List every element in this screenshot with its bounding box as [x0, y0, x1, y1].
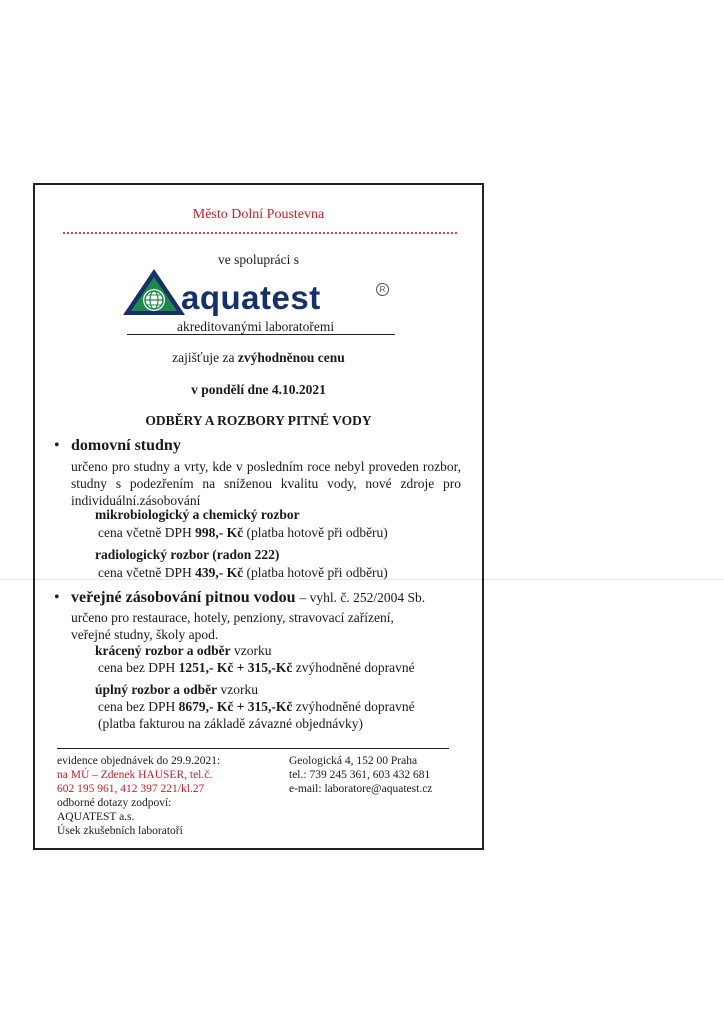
aquatest-triangle-globe-icon — [121, 267, 187, 317]
orders-deadline: evidence objednávek do 29.9.2021: — [57, 755, 221, 767]
section1-item1-price-line — [98, 525, 388, 541]
item-title: úplný rozbor a odběr — [95, 682, 218, 697]
price-note: zvýhodněné dopravné — [295, 660, 415, 675]
section2-item1-price-line — [98, 660, 415, 676]
price-prefix: cena bez DPH — [98, 660, 176, 675]
contact-phones: 602 195 961, 412 397 221/kl.27 — [57, 783, 205, 795]
offer-bold: zvýhodněnou cenu — [237, 350, 345, 365]
section2-item1-title-line — [95, 643, 272, 659]
item-title-suffix: vzorku — [220, 682, 259, 697]
price-prefix: cena bez DPH — [98, 699, 176, 714]
offer-date: v pondělí dne 4.10.2021 — [191, 382, 326, 397]
department-name: Úsek zkušebních laboratoří — [57, 825, 183, 837]
accredited-labs-text: akreditovanými laboratořemi — [177, 319, 335, 334]
flyer-frame — [33, 183, 484, 850]
bullet-icon: • — [54, 437, 60, 454]
section1-item2-price-line — [98, 565, 388, 581]
price-note: zvýhodněné dopravné — [295, 699, 415, 714]
footer-divider — [57, 748, 449, 749]
section1-item2-title: radiologický rozbor (radon 222) — [95, 547, 280, 562]
aquatest-logo — [121, 267, 421, 327]
section2-heading-line — [71, 589, 425, 607]
price-prefix: cena včetně DPH — [98, 565, 192, 580]
item-title-suffix: vzorku — [234, 643, 272, 658]
section1-heading: domovní studny — [71, 437, 181, 454]
section2-item2-price-line — [98, 699, 415, 715]
dotted-divider — [63, 232, 457, 234]
section1-description: určeno pro studny a vrty, kde v posledním roce nebyl proveden rozbor, studny s podezřením na sníženou kvalitu vody, nové zdroje pro individuální.zásobování — [71, 459, 461, 508]
section2-heading: veřejné zásobování pitnou vodou — [71, 589, 296, 606]
bullet-icon: • — [54, 589, 60, 606]
price-note: (platba hotově při odběru) — [246, 565, 388, 580]
town-name: Město Dolní Poustevna — [192, 207, 325, 222]
price-note: (platba hotově při odběru) — [246, 525, 388, 540]
company-address: Geologická 4, 152 00 Praha — [289, 755, 418, 767]
offer-prefix: zajišťuje za — [172, 350, 235, 365]
price-value: 439,- Kč — [195, 565, 244, 580]
price-value: 998,- Kč — [195, 525, 244, 540]
offer-line — [35, 350, 482, 366]
accredited-underline — [127, 334, 395, 335]
company-name: AQUATEST a.s. — [57, 811, 135, 823]
price-prefix: cena včetně DPH — [98, 525, 192, 540]
aquatest-wordmark: aquatest — [181, 279, 321, 316]
company-email: e-mail: laboratore@aquatest.cz — [289, 783, 433, 795]
price-value: 1251,- Kč + 315,-Kč — [178, 660, 293, 675]
contact-name: na MÚ – Zdenek HAUSER, tel.č. — [57, 769, 213, 781]
offer-title: ODBĚRY A ROZBORY PITNÉ VODY — [145, 413, 372, 428]
section2-payment-note: (platba fakturou na základě závazné objednávky) — [98, 716, 363, 731]
price-value: 8679,- Kč + 315,-Kč — [178, 699, 293, 714]
company-phone: tel.: 739 245 361, 603 432 681 — [289, 769, 431, 781]
section2-heading-suffix: – vyhl. č. 252/2004 Sb. — [299, 590, 426, 605]
item-title: krácený rozbor a odběr — [95, 643, 231, 658]
expert-label: odborné dotazy zodpoví: — [57, 797, 172, 809]
section2-description: určeno pro restaurace, hotely, penziony, stravovací zařízení, veřejné studny, školy apod. — [71, 610, 394, 642]
registered-trademark-icon: R — [376, 283, 389, 296]
cooperation-text: ve spolupráci s — [218, 252, 299, 267]
section2-item2-title-line — [95, 682, 258, 698]
section1-item1-title: mikrobiologický a chemický rozbor — [95, 507, 300, 522]
